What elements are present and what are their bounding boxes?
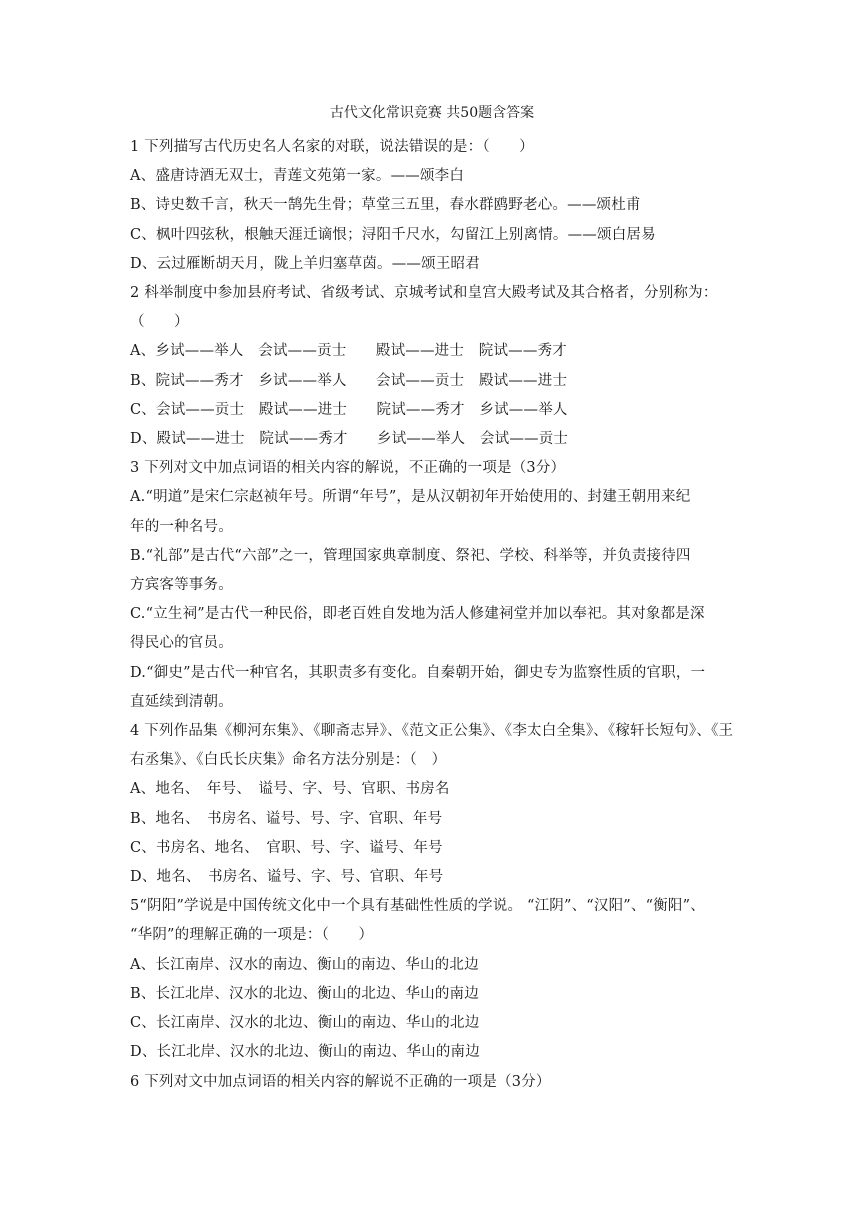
text-line: 得民心的官员。 bbox=[130, 635, 233, 652]
text-line: B、诗史数千言，秋天一鹄先生骨；草堂三五里，春水群鸥野老心。——颂杜甫 bbox=[130, 197, 641, 214]
document-body bbox=[130, 133, 734, 1097]
text-line: 5“阴阳”学说是中国传统文化中一个具有基础性性质的学说。 “江阴”、“汉阳”、“衡阳”、 bbox=[130, 898, 705, 915]
text-line: B、长江北岸、汉水的北边、衡山的北边、华山的南边 bbox=[130, 985, 479, 1002]
document-title: 古代文化常识竞赛 共50题含答案 bbox=[329, 105, 535, 121]
text-line: D、地名、 书房名、谥号、字、号、官职、年号 bbox=[130, 869, 444, 886]
text-line: B.“礼部”是古代“六部”之一，管理国家典章制度、祭祀、学校、科举等，并负责接待四 bbox=[130, 547, 691, 564]
text-line: C、书房名、地名、 官职、号、字、谥号、年号 bbox=[130, 839, 443, 856]
text-line: A、盛唐诗酒无双士，青莲文苑第一家。——颂李白 bbox=[130, 168, 465, 185]
text-line: C.“立生祠”是古代一种民俗，即老百姓自发地为活人修建祠堂并加以奉祀。其对象都是深 bbox=[130, 606, 705, 623]
text-line: “华阴”的理解正确的一项是：（ ） bbox=[130, 927, 374, 944]
text-line: D、云过雁断胡天月，陇上羊归塞草茵。——颂王昭君 bbox=[130, 255, 480, 272]
text-line: A.“明道”是宋仁宗赵祯年号。所谓“年号”，是从汉朝初年开始使用的、封建王朝用来纪 bbox=[130, 489, 691, 506]
text-line: 年的一种名号。 bbox=[130, 518, 233, 535]
text-line: 1 下列描写古代历史名人名家的对联，说法错误的是：（ ） bbox=[130, 139, 534, 155]
text-line: 方宾客等事务。 bbox=[130, 577, 233, 594]
text-line: 直延续到清朝。 bbox=[130, 693, 233, 710]
text-line: A、乡试——举人 会试——贡士 殿试——进士 院试——秀才 bbox=[130, 343, 567, 360]
text-line: 2 科举制度中参加县府考试、省级考试、京城考试和皇宫大殿考试及其合格者，分别称为： bbox=[130, 285, 718, 302]
text-line: 6 下列对文中加点词语的相关内容的解说不正确的一项是（3分） bbox=[130, 1073, 551, 1090]
text-line: C、会试——贡士 殿试——进士 院试——秀才 乡试——举人 bbox=[130, 401, 568, 418]
text-line: A、长江南岸、汉水的南边、衡山的南边、华山的北边 bbox=[130, 956, 479, 973]
text-line: B、地名、 书房名、谥号、号、字、官职、年号 bbox=[130, 810, 443, 827]
text-line: A、地名、 年号、 谥号、字、号、官职、书房名 bbox=[130, 781, 450, 798]
text-line: 右丞集》、《白氏长庆集》命名方法分别是：（ ） bbox=[130, 752, 447, 769]
text-line: D.“御史”是古代一种官名，其职责多有变化。自秦朝开始，御史专为监察性质的官职，一 bbox=[130, 664, 706, 681]
text-line: B、院试——秀才 乡试——举人 会试——贡士 殿试——进士 bbox=[130, 372, 568, 389]
text-line: D、长江北岸、汉水的北边、衡山的南边、华山的南边 bbox=[130, 1044, 480, 1061]
text-line: D、殿试——进士 院试——秀才 乡试——举人 会试——贡士 bbox=[130, 431, 569, 448]
text-line: （ ） bbox=[130, 314, 189, 331]
text-line: C、长江南岸、汉水的北边、衡山的南边、华山的北边 bbox=[130, 1015, 480, 1032]
text-line: C、枫叶四弦秋，根触天涯迁谪恨；浔阳千尺水，勾留江上别离情。——颂白居易 bbox=[130, 226, 656, 243]
text-line: 3 下列对文中加点词语的相关内容的解说，不正确的一项是（3分） bbox=[130, 460, 566, 477]
text-line: 4 下列作品集《柳河东集》、《聊斋志异》、《范文正公集》、《李太白全集》、《稼轩长短句》、《王 bbox=[130, 723, 734, 740]
